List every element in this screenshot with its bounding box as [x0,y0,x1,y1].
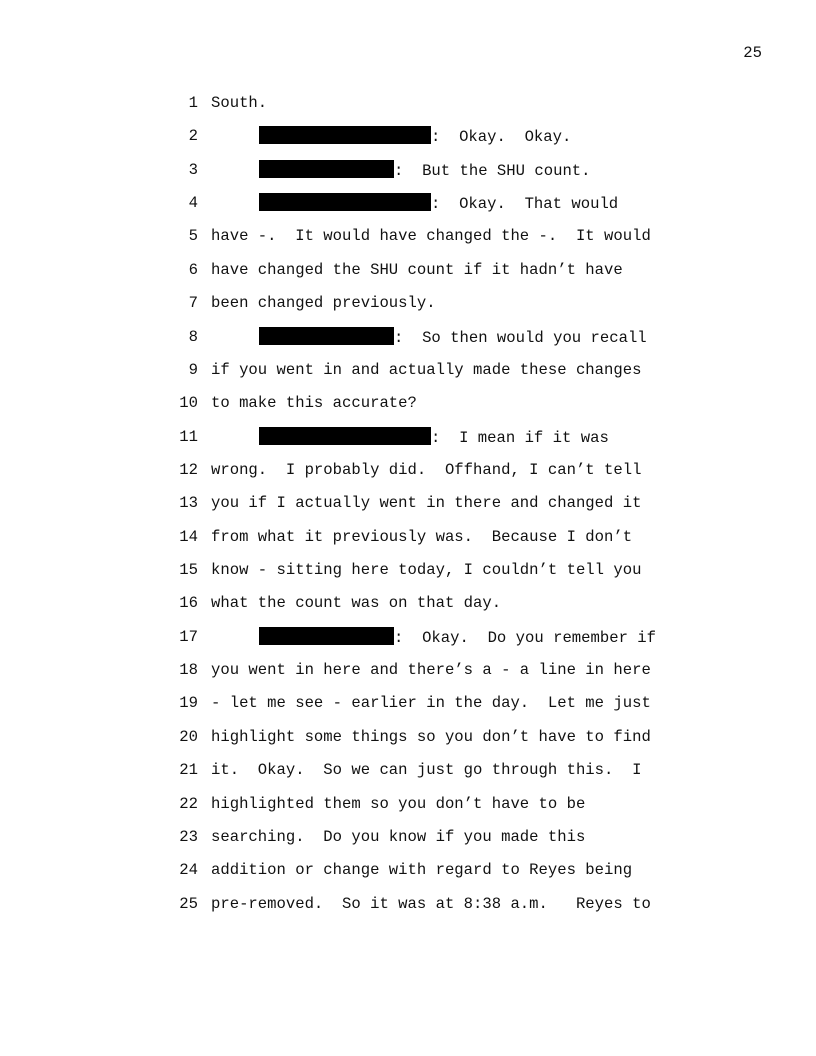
line-content: - let me see - earlier in the day. Let me just [211,694,651,713]
line-content: : Okay. Do you remember if [394,628,657,647]
line-number: 23 [179,827,198,846]
line-text [211,460,641,480]
line-number: 20 [179,727,198,746]
line-content: if you went in and actually made these changes [211,360,642,379]
line-text [211,493,641,513]
line-number: 12 [179,460,198,479]
line-text [259,327,647,348]
line-number: 3 [188,160,198,179]
line-content: to make this accurate? [211,394,417,413]
line-content: have -. It would have changed the -. It would [211,227,651,246]
line-text [211,827,585,847]
line-number: 7 [188,294,198,313]
redaction-bar [259,160,394,178]
line-content: know - sitting here today, I couldn’t tell you [211,561,642,580]
line-number: 9 [188,360,198,379]
line-content: what the count was on that day. [211,594,502,613]
line-number: 11 [179,427,198,446]
line-text [211,593,501,613]
line-number: 13 [179,494,198,513]
line-number: 21 [179,761,198,780]
line-text [211,360,641,380]
line-content: : I mean if it was [431,428,609,447]
line-number: 16 [179,594,198,613]
line-text [211,293,436,313]
line-content: it. Okay. So we can just go through this. I [211,761,642,780]
line-number: 22 [179,794,198,813]
line-number: 25 [179,894,198,913]
redaction-bar [259,126,431,144]
line-text [211,794,585,814]
line-content: you if I actually went in there and changed it [211,494,642,513]
line-content: : Okay. Okay. [431,128,572,147]
line-text [259,126,571,147]
line-content: from what it previously was. Because I don’t [211,527,633,546]
line-text [259,160,591,181]
line-content: searching. Do you know if you made this [211,827,586,846]
line-text [211,527,632,547]
line-content: : Okay. That would [431,195,619,214]
line-text [211,727,651,747]
line-text [211,560,641,580]
line-text [259,627,656,648]
redaction-bar [259,627,394,645]
redaction-bar [259,193,431,211]
line-content: : So then would you recall [394,328,647,347]
line-text [211,93,267,113]
line-content: wrong. I probably did. Offhand, I can’t tell [211,460,642,479]
line-content: been changed previously. [211,294,436,313]
line-number: 15 [179,561,198,580]
line-content: you went in here and there’s a - a line in here [211,661,651,680]
line-number: 6 [188,260,198,279]
line-text [259,193,618,214]
line-number: 10 [179,394,198,413]
line-content: : But the SHU count. [394,161,591,180]
line-number: 17 [179,627,198,646]
line-content: South. [211,94,268,112]
line-number: 14 [179,527,198,546]
line-text [211,693,651,713]
line-content: pre-removed. So it was at 8:38 a.m. Reyes to [211,894,651,913]
line-text [259,427,609,448]
line-number: 19 [179,694,198,713]
line-text [211,894,651,914]
redaction-bar [259,427,431,445]
line-number: 24 [179,861,198,880]
line-number: 8 [188,327,198,346]
line-number: 4 [188,194,198,213]
line-number: 1 [188,94,198,112]
line-text [211,660,651,680]
line-text [211,393,417,413]
line-content: highlight some things so you don’t have to find [211,727,651,746]
page-number: 25 [743,44,762,62]
line-number: 5 [188,227,198,246]
line-content: highlighted them so you don’t have to be [211,794,586,813]
line-number: 18 [179,661,198,680]
redaction-bar [259,327,394,345]
line-text [211,860,632,880]
line-text [211,260,623,280]
line-number: 2 [188,127,198,146]
line-text [211,760,641,780]
line-content: have changed the SHU count if it hadn’t have [211,260,623,279]
line-text [211,226,651,246]
line-content: addition or change with regard to Reyes being [211,861,633,880]
